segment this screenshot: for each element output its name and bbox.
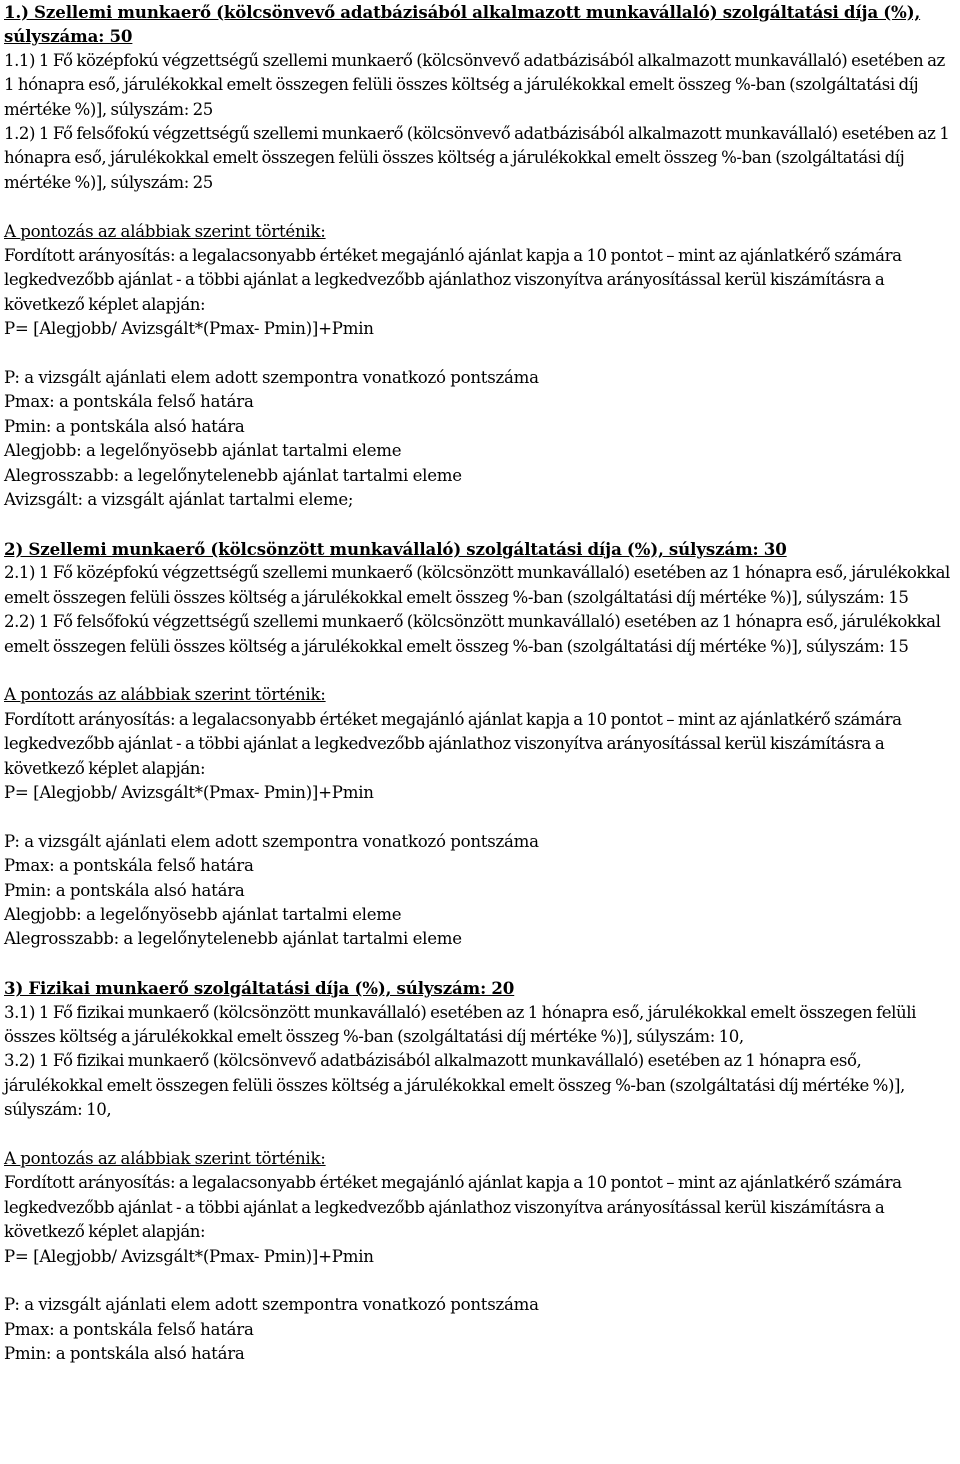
section-3-scoring-text: Fordított arányosítás: a legalacsonyabb értéket megajánló ajánlat kapja a 10 pontot – mint az ajánlatkérő számára legkedvezőbb ajánlat - a többi ajánlat a legkedvezőbb ajánlathoz viszonyítva arányosítással kerül kiszámításra a következő képlet alapján:	[4, 1173, 902, 1242]
section-3-item-1: 3.1) 1 Fő fizikai munkaerő (kölcsönzött munkavállaló) esetében az 1 hónapra eső, járulékokkal emelt összegen felüli összes költség a járulékokkal emelt összeg %-ban (szolgáltatási díj mértéke %)], súlyszám: 10,	[4, 1002, 916, 1046]
section-3	[4, 976, 958, 1366]
section-3-heading: 3) Fizikai munkaerő szolgáltatási díja (%), súlyszám: 20	[4, 978, 515, 999]
section-2	[4, 537, 958, 952]
section-3-def-pmin: Pmin: a pontskála alsó határa	[4, 1344, 245, 1364]
section-2-heading: 2) Szellemi munkaerő (kölcsönzött munkavállaló) szolgáltatási díja (%), súlyszám: 30	[4, 538, 787, 559]
section-1-def-pmax: Pmax: a pontskála felső határa	[4, 392, 254, 412]
section-1-heading: 1.) Szellemi munkaerő (kölcsönvevő adatbázisából alkalmazott munkavállaló) szolgáltatási díja (%), súlyszáma: 50	[4, 2, 921, 47]
section-1	[4, 0, 958, 513]
section-1-def-avizsgalt: Avizsgált: a vizsgált ajánlat tartalmi eleme;	[4, 490, 354, 510]
section-1-formula: P= [Alegjobb/ Avizsgált*(Pmax- Pmin)]+Pmin	[4, 319, 374, 339]
section-2-def-p: P: a vizsgált ajánlati elem adott szempontra vonatkozó pontszáma	[4, 831, 539, 851]
spacer	[4, 659, 958, 683]
section-2-def-pmin: Pmin: a pontskála alsó határa	[4, 880, 245, 900]
section-2-def-alegrosszabb: Alegrosszabb: a legelőnytelenebb ajánlat tartalmi eleme	[4, 929, 462, 949]
section-3-item-2: 3.2) 1 Fő fizikai munkaerő (kölcsönvevő adatbázisából alkalmazott munkavállaló) esetében az 1 hónapra eső, járulékokkal emelt összegen felüli összes költség a járulékokkal emelt összeg %-ban (szolgáltatási díj mértéke %)], súlyszám: 10,	[4, 1051, 905, 1120]
section-1-item-1: 1.1) 1 Fő középfokú végzettségű szellemi munkaerő (kölcsönvevő adatbázisából alkalmazott munkavállaló) esetében az 1 hónapra eső, járulékokkal emelt összegen felüli összes költség a járulékokkal emelt összeg %-ban (szolgáltatási díj mértéke %)], súlyszám: 25	[4, 50, 945, 119]
section-2-formula: P= [Alegjobb/ Avizsgált*(Pmax- Pmin)]+Pmin	[4, 782, 374, 802]
spacer	[4, 513, 958, 537]
section-1-def-alegjobb: Alegjobb: a legelőnyösebb ajánlat tartalmi eleme	[4, 441, 402, 461]
section-3-def-p: P: a vizsgált ajánlati elem adott szempontra vonatkozó pontszáma	[4, 1295, 539, 1315]
section-3-scoring-title: A pontozás az alábbiak szerint történik:	[4, 1148, 326, 1168]
section-1-scoring-title: A pontozás az alábbiak szerint történik:	[4, 221, 326, 241]
section-3-def-pmax: Pmax: a pontskála felső határa	[4, 1319, 254, 1339]
section-2-scoring-text: Fordított arányosítás: a legalacsonyabb értéket megajánló ajánlat kapja a 10 pontot – mint az ajánlatkérő számára legkedvezőbb ajánlat - a többi ajánlat a legkedvezőbb ajánlathoz viszonyítva arányosítással kerül kiszámításra a következő képlet alapján:	[4, 709, 902, 778]
section-1-def-alegrosszabb: Alegrosszabb: a legelőnytelenebb ajánlat tartalmi eleme	[4, 465, 462, 485]
spacer	[4, 952, 958, 976]
section-2-item-1: 2.1) 1 Fő középfokú végzettségű szellemi munkaerő (kölcsönzött munkavállaló) esetében az 1 hónapra eső, járulékokkal emelt összegen felüli összes költség a járulékokkal emelt összeg %-ban (szolgáltatási díj mértéke %)], súlyszám: 15	[4, 563, 950, 607]
spacer	[4, 805, 958, 829]
section-2-scoring-title: A pontozás az alábbiak szerint történik:	[4, 685, 326, 705]
document-page	[4, 0, 958, 1367]
spacer	[4, 1123, 958, 1147]
spacer	[4, 195, 958, 219]
section-2-item-2: 2.2) 1 Fő felsőfokú végzettségű szellemi munkaerő (kölcsönzött munkavállaló) esetében az 1 hónapra eső, járulékokkal emelt összegen felüli összes költség a járulékokkal emelt összeg %-ban (szolgáltatási díj mértéke %)], súlyszám: 15	[4, 612, 941, 656]
section-3-formula: P= [Alegjobb/ Avizsgált*(Pmax- Pmin)]+Pmin	[4, 1246, 374, 1266]
section-1-def-pmin: Pmin: a pontskála alsó határa	[4, 416, 245, 436]
section-2-def-alegjobb: Alegjobb: a legelőnyösebb ajánlat tartalmi eleme	[4, 904, 402, 924]
spacer	[4, 1269, 958, 1293]
section-1-def-p: P: a vizsgált ajánlati elem adott szempontra vonatkozó pontszáma	[4, 368, 539, 388]
section-1-item-2: 1.2) 1 Fő felsőfokú végzettségű szellemi munkaerő (kölcsönvevő adatbázisából alkalmazott munkavállaló) esetében az 1 hónapra eső, járulékokkal emelt összegen felüli összes költség a járulékokkal emelt összeg %-ban (szolgáltatási díj mértéke %)], súlyszám: 25	[4, 124, 950, 192]
spacer	[4, 342, 958, 366]
section-2-def-pmax: Pmax: a pontskála felső határa	[4, 856, 254, 876]
section-1-scoring-text: Fordított arányosítás: a legalacsonyabb értéket megajánló ajánlat kapja a 10 pontot – mint az ajánlatkérő számára legkedvezőbb ajánlat - a többi ajánlat a legkedvezőbb ajánlathoz viszonyítva arányosítással kerül kiszámításra a következő képlet alapján:	[4, 246, 902, 314]
